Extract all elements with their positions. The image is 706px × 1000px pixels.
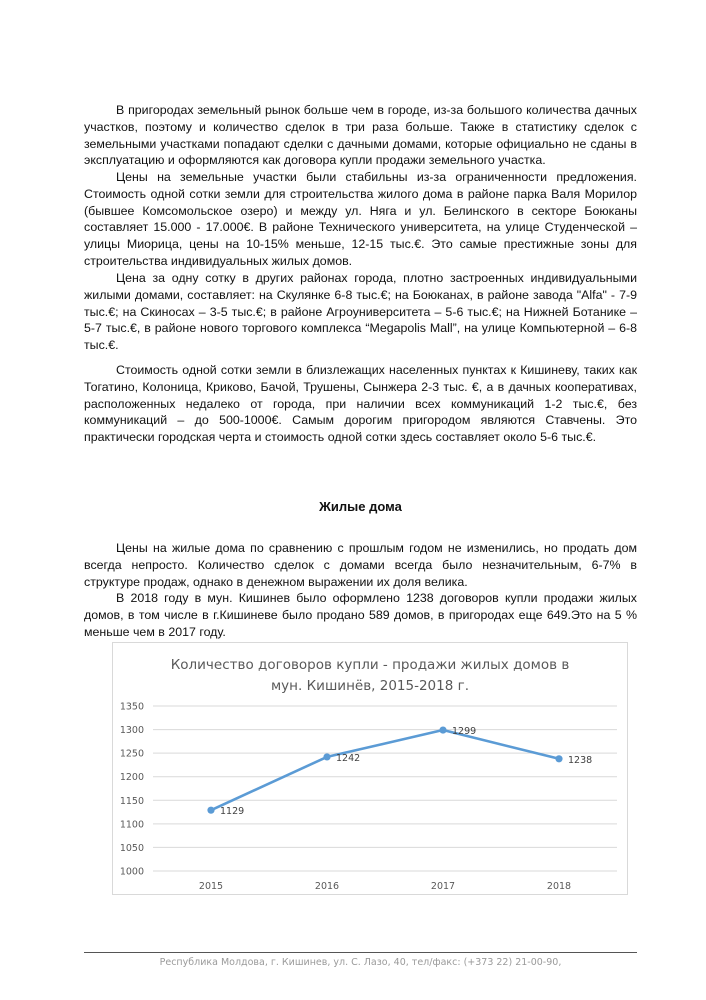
chart-title-line: Количество договоров купли - продажи жилых домов в	[170, 657, 570, 673]
text-line: Стоимость одной сотки земли в близлежащих населенных пунктах к Кишиневу, таких как	[116, 363, 637, 377]
y-axis-tick-label: 1000	[119, 866, 144, 878]
text-line: Стоимость одной сотки земли для строительства жилого дома в районе парка Валя Морилор	[84, 186, 637, 201]
y-axis-tick-label: 1350	[119, 701, 144, 713]
text-line: всегда непросто. Количество сделок с домами всегда было незначительным, 6-7% в	[84, 557, 637, 572]
text-line: улицы Миорица, цены на 10-15% меньше, 12-15 тыс.€. Это самые престижные зоны для	[84, 237, 637, 252]
data-label: 1129	[220, 806, 245, 818]
section-heading: Жилые дома	[319, 499, 402, 514]
chart-title-line: мун. Кишинёв, 2015-2018 г.	[271, 678, 469, 694]
data-point-marker	[323, 753, 330, 760]
y-axis-tick-label: 1100	[119, 819, 144, 831]
x-axis-tick-label: 2016	[314, 881, 340, 892]
text-line: эксплуатацию и оформляются как договора купли продажи земельного участка.	[84, 153, 546, 168]
text-line: участков, поэтому и количество сделок в три раза больше. Также в статистику сделок с	[84, 119, 637, 134]
paragraph-house-prices	[84, 540, 637, 590]
text-line: Тогатино, Колоница, Криково, Бачой, Трушены, Сынжера 2-3 тыс. €, а в дачных кооперативах,	[84, 379, 637, 394]
text-line: строительства индивидуальных жилых домов.	[84, 253, 353, 268]
text-line: структуре продаж, однако в денежном выражении их доля велика.	[84, 574, 468, 589]
data-point-marker	[207, 807, 214, 814]
y-axis-tick-label: 1200	[119, 772, 144, 784]
text-line: (бывшее Комсомольское озеро) и между ул. Няга и ул. Белинского в секторе Боюканы	[84, 203, 637, 218]
data-label: 1238	[568, 754, 593, 766]
text-line: Цены на жилые дома по сравнению с прошлым годом не изменились, но продать дом	[116, 541, 637, 555]
text-line: Цена за одну сотку в других районах города, плотно застроенных индивидуальными	[116, 271, 637, 285]
y-axis-tick-label: 1250	[119, 748, 144, 760]
x-axis-tick-label: 2015	[198, 881, 224, 892]
y-axis-tick-label: 1150	[119, 795, 144, 807]
text-line: домов, в том числе в г.Кишиневе было продано 589 домов, в пригородах еще 649.Это на 5 %	[84, 607, 637, 622]
data-label: 1242	[336, 752, 361, 764]
x-axis-tick-label: 2017	[430, 881, 456, 892]
text-line: 5-7 тыс.€, в районе нового торгового комплекса “Megapolis Mall”, на улице Компьютерной – 6-8	[84, 321, 637, 336]
text-line: Цены на земельные участки были стабильны из-за ограниченности предложения.	[116, 170, 637, 184]
text-line: земельными участками попадают сделки с дачными домами, которые официально не сданы в	[84, 136, 637, 151]
paragraph-land-prices	[84, 169, 637, 270]
data-label: 1299	[452, 726, 477, 738]
text-line: составляет 15.000 - 17.000€. В районе Технического университета, на улице Студенческой –	[84, 220, 637, 235]
text-line: тыс.€.	[84, 338, 119, 353]
text-line: В 2018 году в мун. Кишинев было оформлено 1238 договоров купли продажи жилых	[116, 591, 637, 605]
y-axis-tick-label: 1050	[119, 842, 144, 854]
paragraph-suburban-land-market	[84, 102, 637, 169]
x-axis-tick-label: 2018	[546, 881, 572, 892]
paragraph-other-districts	[84, 270, 637, 354]
data-point-marker	[555, 755, 562, 762]
data-series-line	[211, 730, 559, 810]
text-line: практически городская черта и стоимость одной сотки здесь составляет около 5-6 тыс.€.	[84, 430, 597, 445]
text-line: жилыми домами, составляет: на Скулянке 6-8 тыс.€; на Боюканах, в районе завода "Alfa" - 7-9	[84, 287, 637, 302]
text-line: меньше чем в 2017 году.	[84, 624, 226, 639]
footer-divider	[84, 952, 637, 953]
footer-address: Республика Молдова, г. Кишинев, ул. С. Лазо, 40, тел/факс: (+373 22) 21-00-90,	[159, 957, 562, 968]
text-line: тыс.€; на Скиносах – 3-5 тыс.€; в районе Агроуниверситета – 5-6 тыс.€; на Нижней Ботанике –	[84, 304, 637, 319]
text-line: В пригородах земельный рынок больше чем в городе, из-за большого количества дачных	[116, 103, 637, 117]
paragraph-2018-contracts	[84, 590, 637, 640]
text-line: коммуникаций – до 500-1000€. Самым дорогим пригородом являются Ставчены. Это	[84, 413, 637, 428]
line-chart-house-contracts	[112, 642, 628, 895]
paragraph-nearby-settlements	[84, 362, 637, 446]
data-point-marker	[439, 726, 446, 733]
y-axis-tick-label: 1300	[119, 725, 144, 737]
chart-plot-area	[113, 643, 629, 896]
text-line: расположенных недалеко от города, при наличии всех коммуникаций 1-2 тыс.€, без	[84, 396, 637, 411]
